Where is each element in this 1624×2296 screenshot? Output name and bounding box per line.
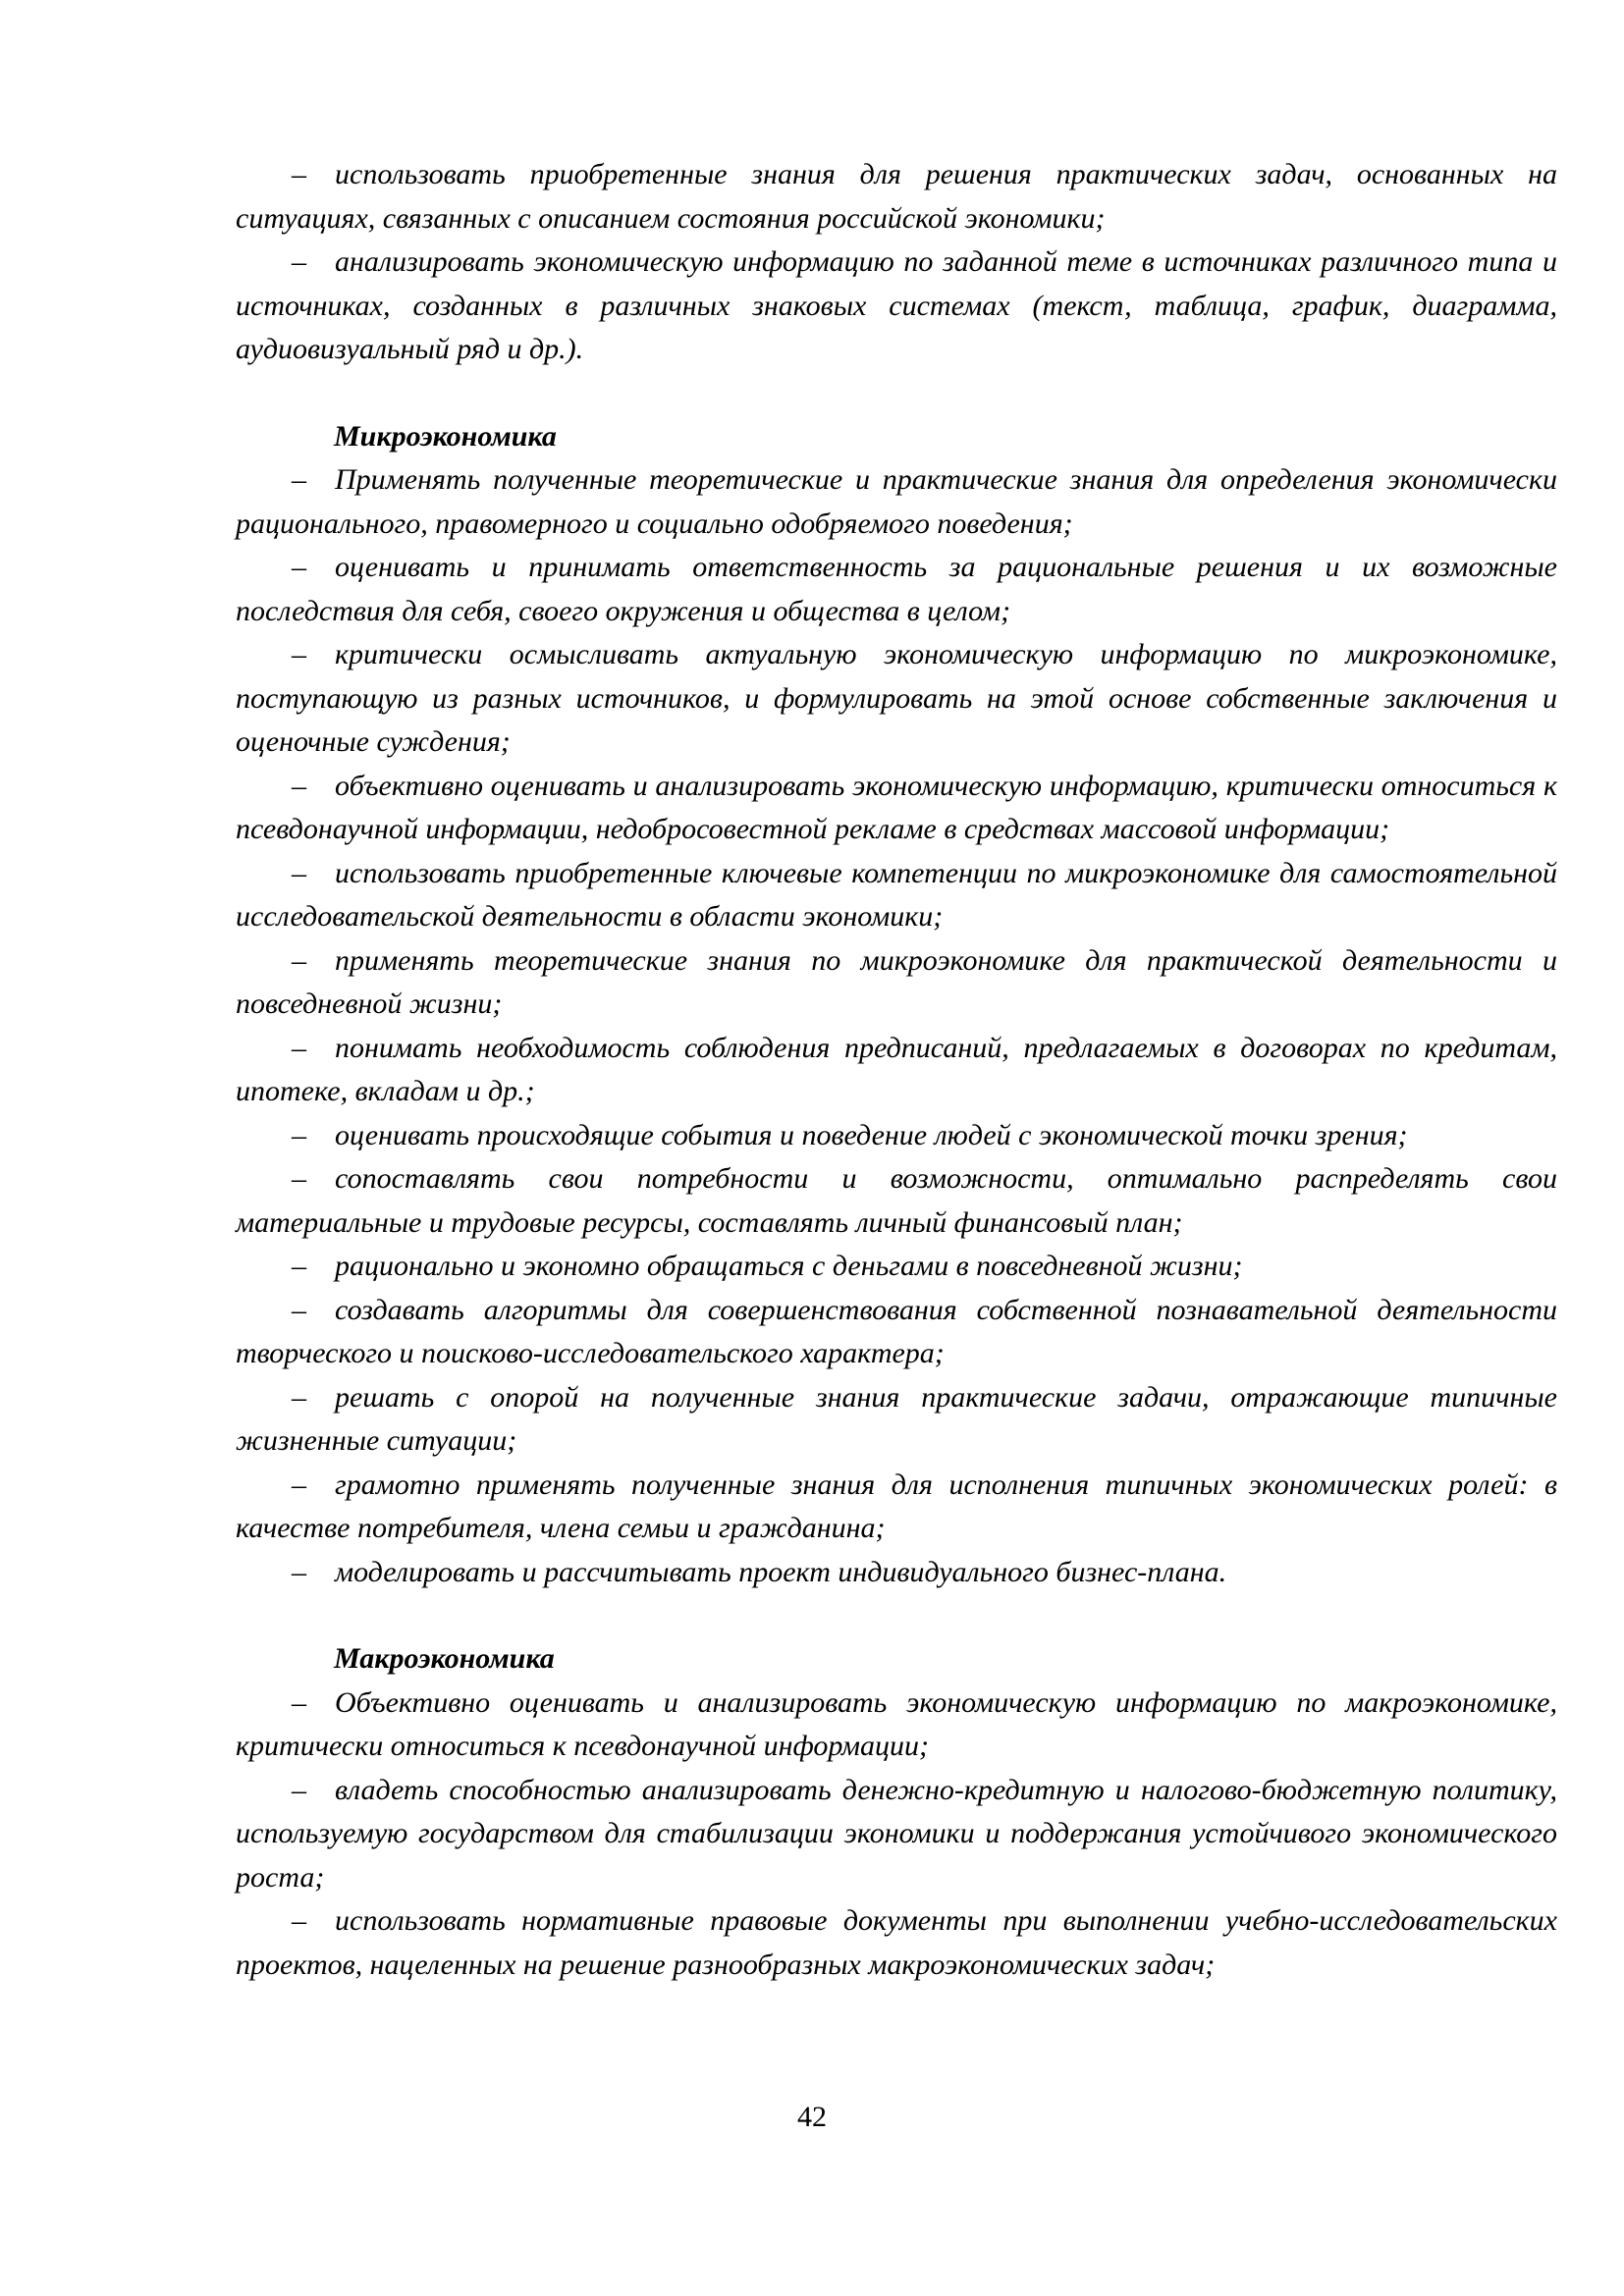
list-item xyxy=(236,458,1557,546)
bullet-dash: – xyxy=(292,1468,306,1501)
list-item xyxy=(236,240,1557,372)
list-item xyxy=(236,546,1557,633)
section-heading-macro: Макроэкономика xyxy=(334,1642,555,1675)
list-item xyxy=(236,1289,1557,1376)
micro-section xyxy=(236,415,1557,1595)
list-item-text: использовать нормативные правовые документы при выполнении учебно-исследовательских проектов, нацеленных на решение разнообразных макроэкономических задач; xyxy=(236,1904,1557,1981)
intro-list xyxy=(236,153,1557,372)
list-item xyxy=(236,1551,1557,1595)
list-item xyxy=(236,1682,1557,1769)
list-item-text: использовать приобретенные ключевые компетенции по микроэкономике для самостоятельной исследовательской деятельности в области экономики; xyxy=(236,856,1557,933)
bullet-dash: – xyxy=(292,1118,306,1151)
list-item xyxy=(236,765,1557,852)
list-item xyxy=(236,1027,1557,1114)
bullet-dash: – xyxy=(292,463,306,496)
list-item-text: рационально и экономно обращаться с деньгами в повседневной жизни; xyxy=(335,1250,1243,1282)
bullet-dash: – xyxy=(292,1904,306,1937)
list-item-text: применять теоретические знания по микроэкономике для практической деятельности и повседневной жизни; xyxy=(236,943,1557,1020)
list-item-text: грамотно применять полученные знания для исполнения типичных экономических ролей: в качестве потребителя, члена семьи и гражданина; xyxy=(236,1468,1557,1544)
list-item-text: использовать приобретенные знания для решения практических задач, основанных на ситуациях, связанных с описанием состояния российской экономики; xyxy=(236,158,1557,235)
bullet-dash: – xyxy=(292,1555,306,1588)
page-number: 42 xyxy=(797,2101,827,2133)
bullet-dash: – xyxy=(292,856,306,889)
bullet-dash: – xyxy=(292,638,306,670)
list-item xyxy=(236,1157,1557,1245)
list-item-text: оценивать происходящие события и поведение людей с экономической точки зрения; xyxy=(335,1118,1408,1151)
list-item-text: анализировать экономическую информацию по заданной теме в источниках различного типа и источниках, созданных в различных знаковых системах (текст, таблица, график, диаграмма, аудиовизуальный ряд и др.). xyxy=(236,245,1557,365)
list-item-text: понимать необходимость соблюдения предписаний, предлагаемых в договорах по кредитам, ипотеке, вкладам и др.; xyxy=(236,1031,1557,1107)
list-item xyxy=(236,1114,1557,1158)
macro-section xyxy=(236,1637,1557,1987)
bullet-dash: – xyxy=(292,1380,306,1414)
list-item-text: решать с опорой на полученные знания практические задачи, отражающие типичные жизненные ситуации; xyxy=(236,1380,1557,1457)
list-item xyxy=(236,1464,1557,1551)
list-item-text: владеть способностью анализировать денежно-кредитную и налогово-бюджетную политику, используемую государством для стабилизации экономики и поддержания устойчивого экономического роста; xyxy=(236,1773,1557,1894)
list-item-text: Применять полученные теоретические и практические знания для определения экономически рационального, правомерного и социально одобряемого поведения; xyxy=(236,463,1557,540)
list-item-text: критически осмысливать актуальную экономическую информацию по микроэкономике, поступающую из разных источников, и формулировать на этой основе собственные заключения и оценочные суждения; xyxy=(236,638,1557,758)
bullet-dash: – xyxy=(292,245,306,278)
bullet-dash: – xyxy=(292,1031,306,1064)
list-item xyxy=(236,939,1557,1027)
list-item-text: моделировать и рассчитывать проект индивидуального бизнес-плана. xyxy=(335,1555,1227,1588)
section-heading-micro: Микроэкономика xyxy=(334,419,557,453)
list-item xyxy=(236,633,1557,765)
bullet-dash: – xyxy=(292,1685,306,1719)
list-item-text: оценивать и принимать ответственность за рациональные решения и их возможные последствия для себя, своего окружения и общества в целом; xyxy=(236,551,1557,627)
bullet-dash: – xyxy=(292,1162,306,1195)
bullet-dash: – xyxy=(292,1293,306,1326)
bullet-dash: – xyxy=(292,551,306,583)
list-item-text: Объективно оценивать и анализировать экономическую информацию по макроэкономике, критически относиться к псевдонаучной информации; xyxy=(236,1685,1557,1762)
list-item xyxy=(236,153,1557,240)
list-item-text: объективно оценивать и анализировать экономическую информацию, критически относиться к псевдонаучной информации, недобросовестной рекламе в средствах массовой информации; xyxy=(236,769,1557,845)
list-item xyxy=(236,852,1557,939)
list-item xyxy=(236,1245,1557,1289)
list-item xyxy=(236,1769,1557,1900)
bullet-dash: – xyxy=(292,1250,306,1282)
bullet-dash: – xyxy=(292,1773,306,1806)
list-item-text: создавать алгоритмы для совершенствования собственной познавательной деятельности творческого и поисково-исследовательского характера; xyxy=(236,1293,1557,1369)
list-item xyxy=(236,1376,1557,1464)
document-page xyxy=(236,153,1557,1987)
list-item xyxy=(236,1899,1557,1987)
list-item-text: сопоставлять свои потребности и возможности, оптимально распределять свои материальные и трудовые ресурсы, составлять личный финансовый план; xyxy=(236,1162,1557,1239)
bullet-dash: – xyxy=(292,158,306,190)
bullet-dash: – xyxy=(292,943,306,977)
bullet-dash: – xyxy=(292,769,306,802)
